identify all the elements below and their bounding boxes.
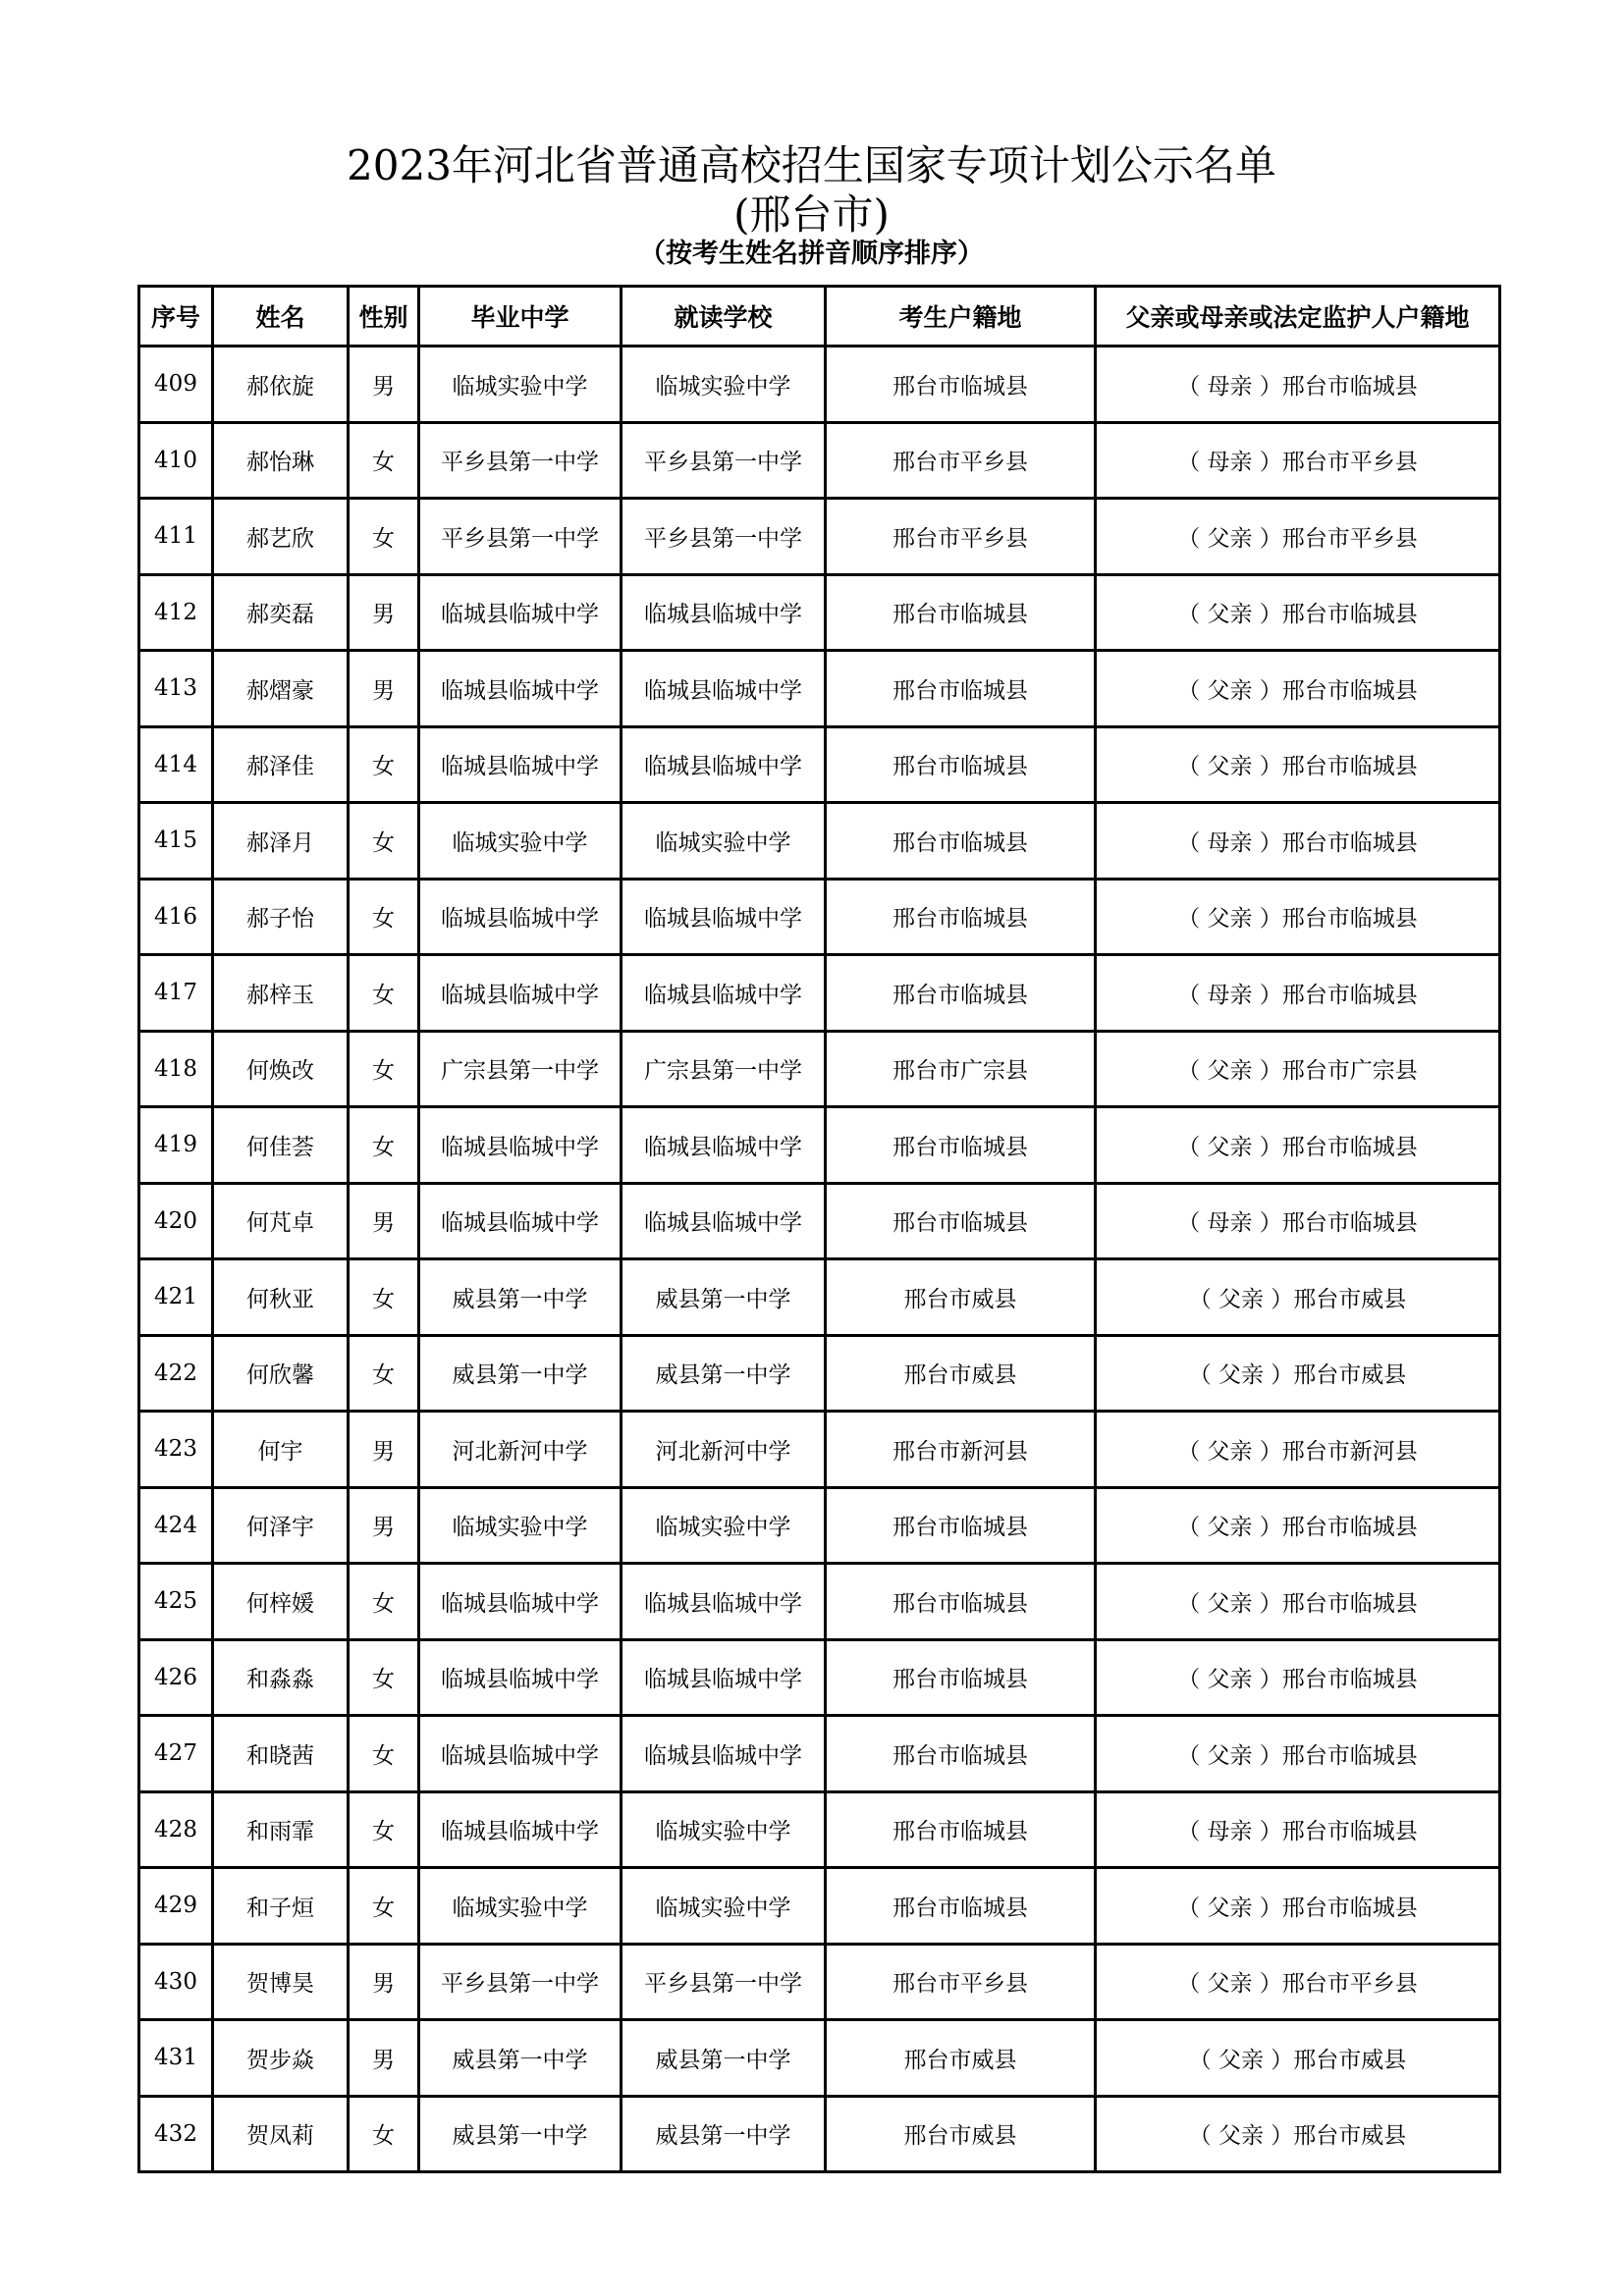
admission-list-table <box>137 285 1501 2173</box>
cell-name: 贺博昊 <box>213 1944 349 2020</box>
cell-gender: 女 <box>349 879 419 955</box>
cell-guardian-household-registration: （ 母亲 ）邢台市临城县 <box>1096 955 1500 1032</box>
cell-guardian-household-registration: （ 父亲 ）邢台市威县 <box>1096 2096 1500 2172</box>
cell-name: 和晓茜 <box>213 1716 349 1792</box>
cell-gender: 女 <box>349 2096 419 2172</box>
cell-name: 郝泽月 <box>213 803 349 880</box>
cell-gender: 男 <box>349 1487 419 1564</box>
cell-student-household-registration: 邢台市临城县 <box>826 651 1096 727</box>
cell-serial-number: 432 <box>139 2096 213 2172</box>
cell-gender: 女 <box>349 726 419 803</box>
cell-student-household-registration: 邢台市平乡县 <box>826 422 1096 499</box>
cell-student-household-registration: 邢台市临城县 <box>826 803 1096 880</box>
sort-note: （按考生姓名拼音顺序排序） <box>639 239 984 269</box>
cell-serial-number: 411 <box>139 499 213 575</box>
cell-gender: 女 <box>349 1716 419 1792</box>
cell-gender: 男 <box>349 651 419 727</box>
cell-guardian-household-registration: （ 父亲 ）邢台市平乡县 <box>1096 1944 1500 2020</box>
table-row <box>139 1183 1500 1259</box>
cell-serial-number: 424 <box>139 1487 213 1564</box>
cell-graduation-school: 平乡县第一中学 <box>419 422 622 499</box>
table-row <box>139 2020 1500 2097</box>
cell-graduation-school: 临城县临城中学 <box>419 1791 622 1868</box>
cell-name: 郝子怡 <box>213 879 349 955</box>
cell-student-household-registration: 邢台市临城县 <box>826 726 1096 803</box>
cell-graduation-school: 临城县临城中学 <box>419 1183 622 1259</box>
table-row <box>139 1868 1500 1945</box>
cell-current-school: 临城县临城中学 <box>622 726 826 803</box>
table-row <box>139 955 1500 1032</box>
cell-serial-number: 423 <box>139 1412 213 1488</box>
cell-graduation-school: 临城县临城中学 <box>419 955 622 1032</box>
cell-name: 和雨霏 <box>213 1791 349 1868</box>
cell-graduation-school: 临城县临城中学 <box>419 726 622 803</box>
cell-name: 郝艺欣 <box>213 499 349 575</box>
cell-student-household-registration: 邢台市临城县 <box>826 955 1096 1032</box>
cell-graduation-school: 临城县临城中学 <box>419 574 622 651</box>
cell-student-household-registration: 邢台市广宗县 <box>826 1031 1096 1107</box>
cell-graduation-school: 临城实验中学 <box>419 1868 622 1945</box>
cell-name: 郝怡琳 <box>213 422 349 499</box>
cell-student-household-registration: 邢台市威县 <box>826 2020 1096 2097</box>
cell-current-school: 临城实验中学 <box>622 1791 826 1868</box>
table-row <box>139 347 1500 423</box>
cell-student-household-registration: 邢台市临城县 <box>826 574 1096 651</box>
table-row <box>139 1031 1500 1107</box>
cell-serial-number: 418 <box>139 1031 213 1107</box>
cell-current-school: 临城县临城中学 <box>622 1564 826 1640</box>
cell-student-household-registration: 邢台市威县 <box>826 2096 1096 2172</box>
cell-graduation-school: 威县第一中学 <box>419 2096 622 2172</box>
header-current-school: 就读学校 <box>622 287 826 347</box>
cell-guardian-household-registration: （ 母亲 ）邢台市临城县 <box>1096 347 1500 423</box>
cell-graduation-school: 河北新河中学 <box>419 1412 622 1488</box>
cell-current-school: 临城县临城中学 <box>622 1183 826 1259</box>
cell-current-school: 临城县临城中学 <box>622 1639 826 1716</box>
table-row <box>139 1716 1500 1792</box>
cell-current-school: 广宗县第一中学 <box>622 1031 826 1107</box>
cell-current-school: 临城县临城中学 <box>622 1107 826 1184</box>
cell-gender: 女 <box>349 955 419 1032</box>
cell-serial-number: 422 <box>139 1335 213 1412</box>
table-row <box>139 1259 1500 1336</box>
cell-serial-number: 429 <box>139 1868 213 1945</box>
cell-gender: 男 <box>349 1412 419 1488</box>
table-row <box>139 1487 1500 1564</box>
cell-current-school: 临城实验中学 <box>622 803 826 880</box>
cell-serial-number: 415 <box>139 803 213 880</box>
cell-name: 何佳荟 <box>213 1107 349 1184</box>
cell-graduation-school: 临城县临城中学 <box>419 1564 622 1640</box>
cell-guardian-household-registration: （ 父亲 ）邢台市新河县 <box>1096 1412 1500 1488</box>
cell-serial-number: 416 <box>139 879 213 955</box>
cell-guardian-household-registration: （ 父亲 ）邢台市临城县 <box>1096 1487 1500 1564</box>
cell-current-school: 临城实验中学 <box>622 1868 826 1945</box>
cell-gender: 女 <box>349 1868 419 1945</box>
cell-current-school: 平乡县第一中学 <box>622 1944 826 2020</box>
cell-gender: 女 <box>349 1107 419 1184</box>
cell-student-household-registration: 邢台市临城县 <box>826 879 1096 955</box>
header-student-household-registration: 考生户籍地 <box>826 287 1096 347</box>
cell-name: 郝泽佳 <box>213 726 349 803</box>
cell-graduation-school: 平乡县第一中学 <box>419 1944 622 2020</box>
table-header-row <box>139 287 1500 347</box>
table-row <box>139 1412 1500 1488</box>
header-serial-number: 序号 <box>139 287 213 347</box>
cell-guardian-household-registration: （ 父亲 ）邢台市广宗县 <box>1096 1031 1500 1107</box>
table-row <box>139 1944 1500 2020</box>
cell-serial-number: 413 <box>139 651 213 727</box>
cell-serial-number: 414 <box>139 726 213 803</box>
header-name: 姓名 <box>213 287 349 347</box>
cell-gender: 女 <box>349 499 419 575</box>
cell-guardian-household-registration: （ 母亲 ）邢台市临城县 <box>1096 1791 1500 1868</box>
cell-name: 贺步焱 <box>213 2020 349 2097</box>
cell-guardian-household-registration: （ 母亲 ）邢台市平乡县 <box>1096 422 1500 499</box>
cell-current-school: 临城实验中学 <box>622 1487 826 1564</box>
table-row <box>139 726 1500 803</box>
cell-student-household-registration: 邢台市新河县 <box>826 1412 1096 1488</box>
table-row <box>139 422 1500 499</box>
cell-current-school: 临城县临城中学 <box>622 574 826 651</box>
cell-name: 郝梓玉 <box>213 955 349 1032</box>
cell-serial-number: 428 <box>139 1791 213 1868</box>
cell-student-household-registration: 邢台市临城县 <box>826 1487 1096 1564</box>
cell-guardian-household-registration: （ 父亲 ）邢台市威县 <box>1096 1335 1500 1412</box>
cell-gender: 女 <box>349 1259 419 1336</box>
cell-serial-number: 431 <box>139 2020 213 2097</box>
cell-guardian-household-registration: （ 父亲 ）邢台市威县 <box>1096 1259 1500 1336</box>
header-graduation-school: 毕业中学 <box>419 287 622 347</box>
cell-graduation-school: 临城县临城中学 <box>419 651 622 727</box>
cell-current-school: 临城县临城中学 <box>622 651 826 727</box>
table-row <box>139 1107 1500 1184</box>
cell-graduation-school: 临城县临城中学 <box>419 1716 622 1792</box>
cell-guardian-household-registration: （ 父亲 ）邢台市临城县 <box>1096 1716 1500 1792</box>
cell-gender: 女 <box>349 422 419 499</box>
cell-serial-number: 419 <box>139 1107 213 1184</box>
cell-guardian-household-registration: （ 父亲 ）邢台市临城县 <box>1096 1564 1500 1640</box>
cell-guardian-household-registration: （ 父亲 ）邢台市临城县 <box>1096 574 1500 651</box>
cell-student-household-registration: 邢台市临城县 <box>826 1868 1096 1945</box>
table-row <box>139 2096 1500 2172</box>
cell-serial-number: 427 <box>139 1716 213 1792</box>
cell-graduation-school: 临城县临城中学 <box>419 879 622 955</box>
cell-current-school: 威县第一中学 <box>622 2096 826 2172</box>
cell-gender: 女 <box>349 1639 419 1716</box>
cell-current-school: 临城实验中学 <box>622 347 826 423</box>
table-row <box>139 1791 1500 1868</box>
cell-graduation-school: 威县第一中学 <box>419 1259 622 1336</box>
cell-graduation-school: 平乡县第一中学 <box>419 499 622 575</box>
cell-student-household-registration: 邢台市临城县 <box>826 1639 1096 1716</box>
table-row <box>139 499 1500 575</box>
cell-guardian-household-registration: （ 父亲 ）邢台市平乡县 <box>1096 499 1500 575</box>
cell-gender: 女 <box>349 1564 419 1640</box>
table-row <box>139 651 1500 727</box>
cell-serial-number: 409 <box>139 347 213 423</box>
table-row <box>139 1335 1500 1412</box>
cell-name: 何秋亚 <box>213 1259 349 1336</box>
city-subtitle: (邢台市) <box>733 190 890 239</box>
cell-student-household-registration: 邢台市临城县 <box>826 1183 1096 1259</box>
cell-serial-number: 417 <box>139 955 213 1032</box>
cell-name: 何宇 <box>213 1412 349 1488</box>
cell-name: 何梓媛 <box>213 1564 349 1640</box>
cell-current-school: 平乡县第一中学 <box>622 422 826 499</box>
cell-name: 何欣馨 <box>213 1335 349 1412</box>
cell-gender: 男 <box>349 574 419 651</box>
cell-current-school: 临城县临城中学 <box>622 955 826 1032</box>
cell-student-household-registration: 邢台市临城县 <box>826 1107 1096 1184</box>
cell-serial-number: 426 <box>139 1639 213 1716</box>
cell-current-school: 平乡县第一中学 <box>622 499 826 575</box>
cell-serial-number: 412 <box>139 574 213 651</box>
cell-gender: 女 <box>349 1335 419 1412</box>
cell-guardian-household-registration: （ 母亲 ）邢台市临城县 <box>1096 803 1500 880</box>
cell-name: 郝奕磊 <box>213 574 349 651</box>
table-row <box>139 574 1500 651</box>
cell-name: 何泽宇 <box>213 1487 349 1564</box>
cell-guardian-household-registration: （ 父亲 ）邢台市临城县 <box>1096 1639 1500 1716</box>
table-row <box>139 1639 1500 1716</box>
table-row <box>139 1564 1500 1640</box>
cell-gender: 女 <box>349 1791 419 1868</box>
cell-student-household-registration: 邢台市临城县 <box>826 1791 1096 1868</box>
cell-gender: 男 <box>349 1183 419 1259</box>
cell-graduation-school: 广宗县第一中学 <box>419 1031 622 1107</box>
table-row <box>139 879 1500 955</box>
cell-gender: 女 <box>349 803 419 880</box>
cell-current-school: 临城县临城中学 <box>622 1716 826 1792</box>
cell-name: 郝熠豪 <box>213 651 349 727</box>
cell-student-household-registration: 邢台市临城县 <box>826 1564 1096 1640</box>
cell-graduation-school: 临城实验中学 <box>419 803 622 880</box>
cell-current-school: 威县第一中学 <box>622 2020 826 2097</box>
cell-serial-number: 425 <box>139 1564 213 1640</box>
cell-student-household-registration: 邢台市临城县 <box>826 1716 1096 1792</box>
cell-graduation-school: 临城实验中学 <box>419 347 622 423</box>
cell-gender: 女 <box>349 1031 419 1107</box>
cell-gender: 男 <box>349 347 419 423</box>
cell-student-household-registration: 邢台市平乡县 <box>826 499 1096 575</box>
cell-graduation-school: 临城县临城中学 <box>419 1107 622 1184</box>
cell-guardian-household-registration: （ 父亲 ）邢台市威县 <box>1096 2020 1500 2097</box>
cell-current-school: 临城县临城中学 <box>622 879 826 955</box>
cell-name: 何焕改 <box>213 1031 349 1107</box>
cell-current-school: 河北新河中学 <box>622 1412 826 1488</box>
cell-guardian-household-registration: （ 父亲 ）邢台市临城县 <box>1096 1107 1500 1184</box>
cell-gender: 男 <box>349 2020 419 2097</box>
document-title: 2023年河北省普通高校招生国家专项计划公示名单 <box>347 141 1276 189</box>
header-guardian-household-registration: 父亲或母亲或法定监护人户籍地 <box>1096 287 1500 347</box>
cell-name: 和子烜 <box>213 1868 349 1945</box>
table-row <box>139 803 1500 880</box>
cell-guardian-household-registration: （ 父亲 ）邢台市临城县 <box>1096 1868 1500 1945</box>
cell-name: 贺凤莉 <box>213 2096 349 2172</box>
cell-graduation-school: 临城实验中学 <box>419 1487 622 1564</box>
cell-graduation-school: 威县第一中学 <box>419 2020 622 2097</box>
cell-guardian-household-registration: （ 父亲 ）邢台市临城县 <box>1096 651 1500 727</box>
cell-serial-number: 410 <box>139 422 213 499</box>
cell-name: 和淼淼 <box>213 1639 349 1716</box>
cell-gender: 男 <box>349 1944 419 2020</box>
cell-guardian-household-registration: （ 父亲 ）邢台市临城县 <box>1096 726 1500 803</box>
cell-student-household-registration: 邢台市威县 <box>826 1259 1096 1336</box>
header-gender: 性别 <box>349 287 419 347</box>
cell-student-household-registration: 邢台市威县 <box>826 1335 1096 1412</box>
cell-current-school: 威县第一中学 <box>622 1259 826 1336</box>
cell-guardian-household-registration: （ 父亲 ）邢台市临城县 <box>1096 879 1500 955</box>
cell-serial-number: 430 <box>139 1944 213 2020</box>
cell-graduation-school: 临城县临城中学 <box>419 1639 622 1716</box>
cell-graduation-school: 威县第一中学 <box>419 1335 622 1412</box>
cell-current-school: 威县第一中学 <box>622 1335 826 1412</box>
cell-serial-number: 421 <box>139 1259 213 1336</box>
cell-name: 郝依旋 <box>213 347 349 423</box>
cell-serial-number: 420 <box>139 1183 213 1259</box>
cell-guardian-household-registration: （ 母亲 ）邢台市临城县 <box>1096 1183 1500 1259</box>
cell-name: 何芃卓 <box>213 1183 349 1259</box>
cell-student-household-registration: 邢台市平乡县 <box>826 1944 1096 2020</box>
cell-student-household-registration: 邢台市临城县 <box>826 347 1096 423</box>
